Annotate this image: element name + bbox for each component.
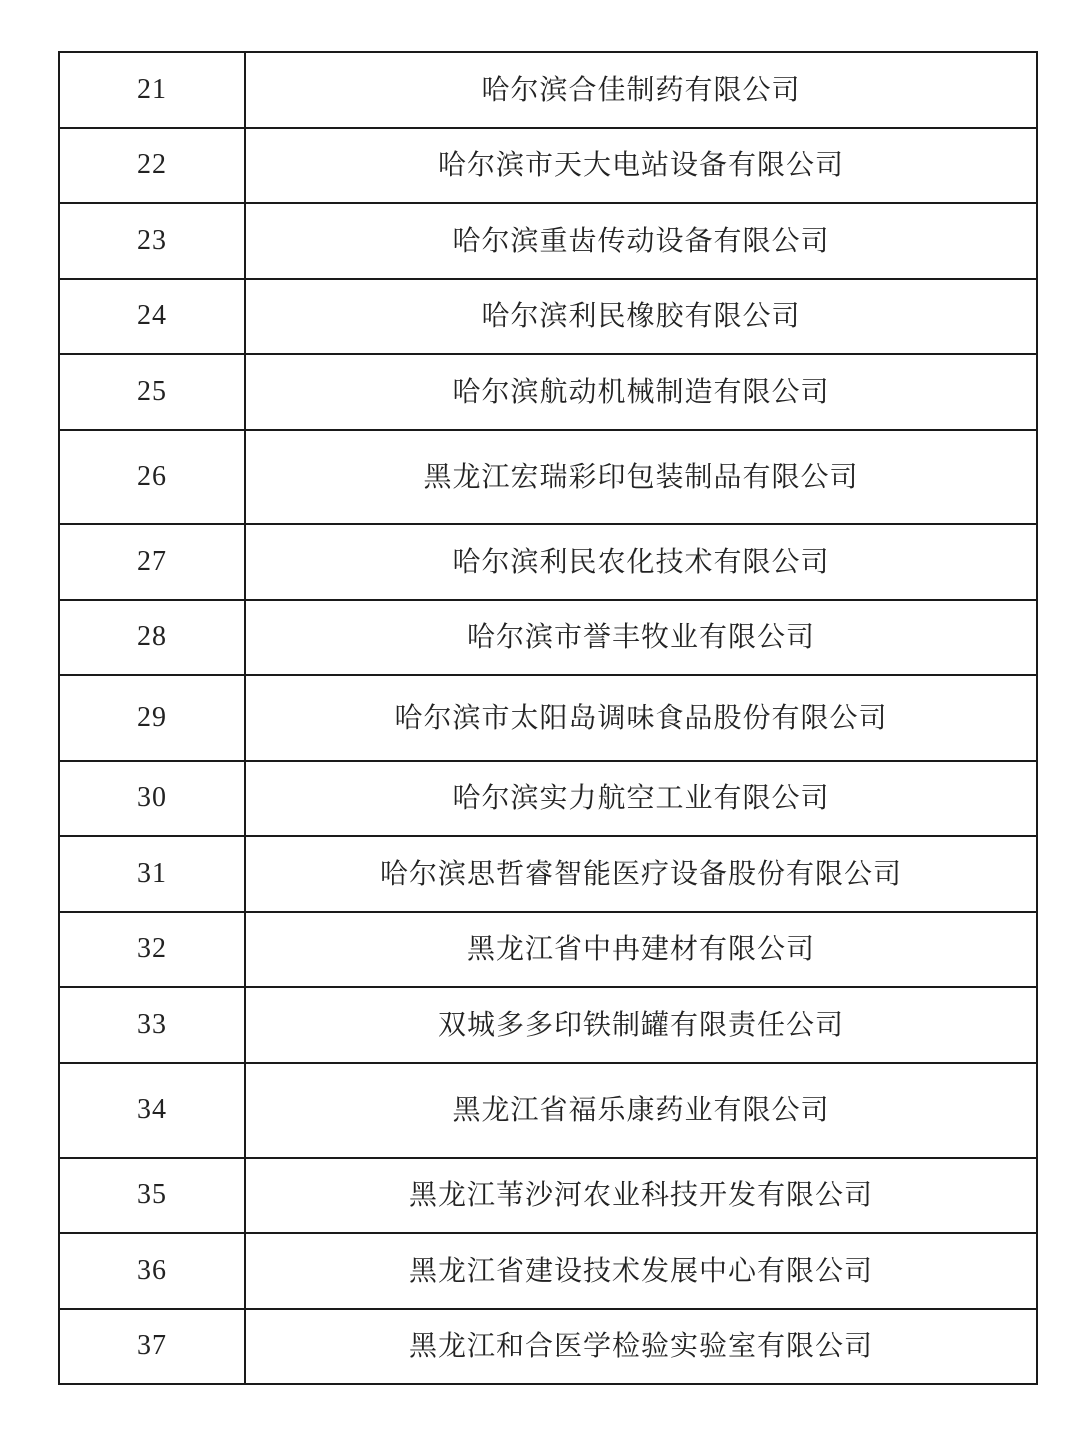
row-index-cell: 21 [59,52,245,128]
table-row [59,675,1037,761]
company-name-cell: 黑龙江宏瑞彩印包装制品有限公司 [245,430,1037,524]
table-row [59,836,1037,912]
table-row [59,524,1037,600]
table-row [59,52,1037,128]
row-index-cell: 32 [59,912,245,987]
company-name-cell: 黑龙江省中冉建材有限公司 [245,912,1037,987]
company-name-cell: 黑龙江省建设技术发展中心有限公司 [245,1233,1037,1309]
company-list-sheet [58,51,1032,1385]
company-name-cell: 哈尔滨市誉丰牧业有限公司 [245,600,1037,675]
company-name-cell: 哈尔滨市太阳岛调味食品股份有限公司 [245,675,1037,761]
row-index-cell: 31 [59,836,245,912]
row-index-cell: 24 [59,279,245,354]
row-index-cell: 28 [59,600,245,675]
table-row [59,987,1037,1063]
company-name-cell: 哈尔滨市天大电站设备有限公司 [245,128,1037,203]
company-table [58,51,1038,1385]
company-name-cell: 黑龙江省福乐康药业有限公司 [245,1063,1037,1158]
company-name-cell: 哈尔滨航动机械制造有限公司 [245,354,1037,430]
row-index-cell: 26 [59,430,245,524]
row-index-cell: 36 [59,1233,245,1309]
table-row [59,203,1037,279]
table-row [59,912,1037,987]
table-row [59,430,1037,524]
table-row [59,1233,1037,1309]
table-row [59,279,1037,354]
table-row [59,1309,1037,1384]
table-row [59,761,1037,836]
row-index-cell: 34 [59,1063,245,1158]
company-name-cell: 双城多多印铁制罐有限责任公司 [245,987,1037,1063]
company-name-cell: 哈尔滨思哲睿智能医疗设备股份有限公司 [245,836,1037,912]
table-row [59,354,1037,430]
company-name-cell: 哈尔滨利民橡胶有限公司 [245,279,1037,354]
company-name-cell: 哈尔滨合佳制药有限公司 [245,52,1037,128]
row-index-cell: 33 [59,987,245,1063]
table-row [59,600,1037,675]
row-index-cell: 27 [59,524,245,600]
table-row [59,1158,1037,1233]
table-row [59,1063,1037,1158]
row-index-cell: 37 [59,1309,245,1384]
row-index-cell: 35 [59,1158,245,1233]
row-index-cell: 29 [59,675,245,761]
row-index-cell: 30 [59,761,245,836]
table-row [59,128,1037,203]
row-index-cell: 22 [59,128,245,203]
company-name-cell: 哈尔滨重齿传动设备有限公司 [245,203,1037,279]
row-index-cell: 25 [59,354,245,430]
company-name-cell: 黑龙江和合医学检验实验室有限公司 [245,1309,1037,1384]
company-name-cell: 哈尔滨利民农化技术有限公司 [245,524,1037,600]
row-index-cell: 23 [59,203,245,279]
company-name-cell: 黑龙江苇沙河农业科技开发有限公司 [245,1158,1037,1233]
company-name-cell: 哈尔滨实力航空工业有限公司 [245,761,1037,836]
